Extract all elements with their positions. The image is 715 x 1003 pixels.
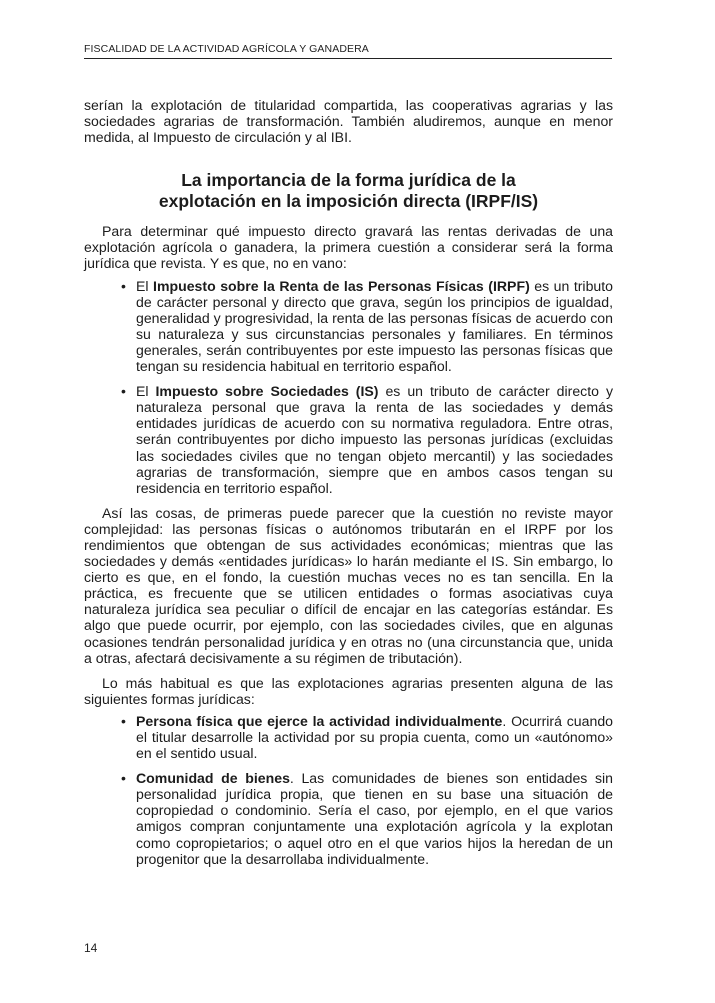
list-item-irpf	[120, 278, 613, 375]
list-item-term: Impuesto sobre la Renta de las Personas Físicas (IRPF)	[153, 277, 530, 294]
legal-forms-list	[84, 713, 613, 867]
list-item-text: es un tributo de carácter directo y naturaleza personal que grava la renta de las sociedades y demás entidades jurídicas de acuerdo con su normativa reguladora. Entre otras, serán contribuyentes por dicho impuesto las personas jurídicas (excluidas las sociedades civiles que no tengan objeto mercantil) y las sociedades agrarias de transformación, siempre que en ambos casos tengan su residencia en territorio español.	[136, 383, 613, 496]
paragraph-3: Lo más habitual es que las explotaciones agrarias presenten alguna de las siguientes formas jurídicas:	[84, 674, 613, 707]
list-item-text: es un tributo de carácter personal y directo que grava, según los principios de igualdad, generalidad y progresividad, la renta de las personas físicas de acuerdo con su naturaleza y sus circunstancias personales y familiares. En términos generales, serán contribuyentes por este impuesto las personas físicas que tengan su residencia habitual en territorio español.	[136, 277, 613, 375]
list-item-text: . Ocurrirá cuando el titular desarrolle la actividad por su propia cuenta, como un «autónomo» en el sentido usual.	[136, 712, 613, 762]
list-item-comunidad-bienes	[120, 770, 613, 867]
section-title-line-2: explotación en la imposición directa (IRPF/IS)	[158, 191, 539, 212]
bullet-marker: •	[121, 277, 126, 294]
running-header: FISCALIDAD DE LA ACTIVIDAD AGRÍCOLA Y GANADERA	[84, 43, 369, 55]
page-content	[84, 97, 613, 867]
bullet-marker: •	[121, 383, 126, 400]
section-title	[84, 170, 613, 212]
paragraph-1: Para determinar qué impuesto directo gravará las rentas derivadas de una explotación agrícola o ganadera, la primera cuestión a considerar será la forma jurídica que revista. Y es que, no en vano:	[84, 223, 613, 272]
tax-list	[84, 278, 613, 496]
list-item-text: . Las comunidades de bienes son entidades sin personalidad jurídica propia, que tienen en su base una situación de copropiedad o condominio. Sería el caso, por ejemplo, en el que varios amigos compran conjuntamente una explotación agrícola y la explotan como copropietarios; o aquel otro en el que varios hijos la heredan de un progenitor que la desarrollaba individualmente.	[136, 770, 613, 867]
list-item-persona-fisica	[120, 713, 613, 761]
paragraph-2: Así las cosas, de primeras puede parecer que la cuestión no reviste mayor complejidad: las personas físicas o autónomos tributarán en el IRPF por los rendimientos que obtengan de sus actividades económicas; mientras que las sociedades y demás «entidades jurídicas» lo harán mediante el IS. Sin embargo, lo cierto es que, en el fondo, la cuestión muchas veces no es tan sencilla. En la práctica, es frecuente que se utilicen entidades o formas asociativas cuya naturaleza jurídica sea peculiar o difícil de encajar en las categorías estándar. Es algo que puede ocurrir, por ejemplo, con las sociedades civiles, que en algunas ocasiones tendrán personalidad jurídica y en otras no (una circunstancia que, unida a otras, afectará decisivamente a su régimen de tributación).	[84, 504, 613, 666]
list-item-lead: El	[136, 383, 156, 400]
list-item-term: Impuesto sobre Sociedades (IS)	[155, 383, 379, 400]
section-title-line-1: La importancia de la forma jurídica de la	[181, 170, 516, 191]
intro-continuation: serían la explotación de titularidad compartida, las cooperativas agrarias y las sociedades agrarias de transformación. También aludiremos, aunque en menor medida, al Impuesto de circulación y al IBI.	[84, 97, 613, 146]
page-number: 14	[84, 941, 98, 955]
header-rule	[84, 58, 612, 59]
bullet-marker: •	[121, 712, 126, 729]
list-item-term: Persona física que ejerce la actividad individualmente	[136, 712, 503, 729]
list-item-lead: El	[136, 277, 154, 294]
bullet-marker: •	[121, 770, 126, 787]
list-item-is	[120, 383, 613, 496]
list-item-term: Comunidad de bienes	[136, 770, 290, 787]
